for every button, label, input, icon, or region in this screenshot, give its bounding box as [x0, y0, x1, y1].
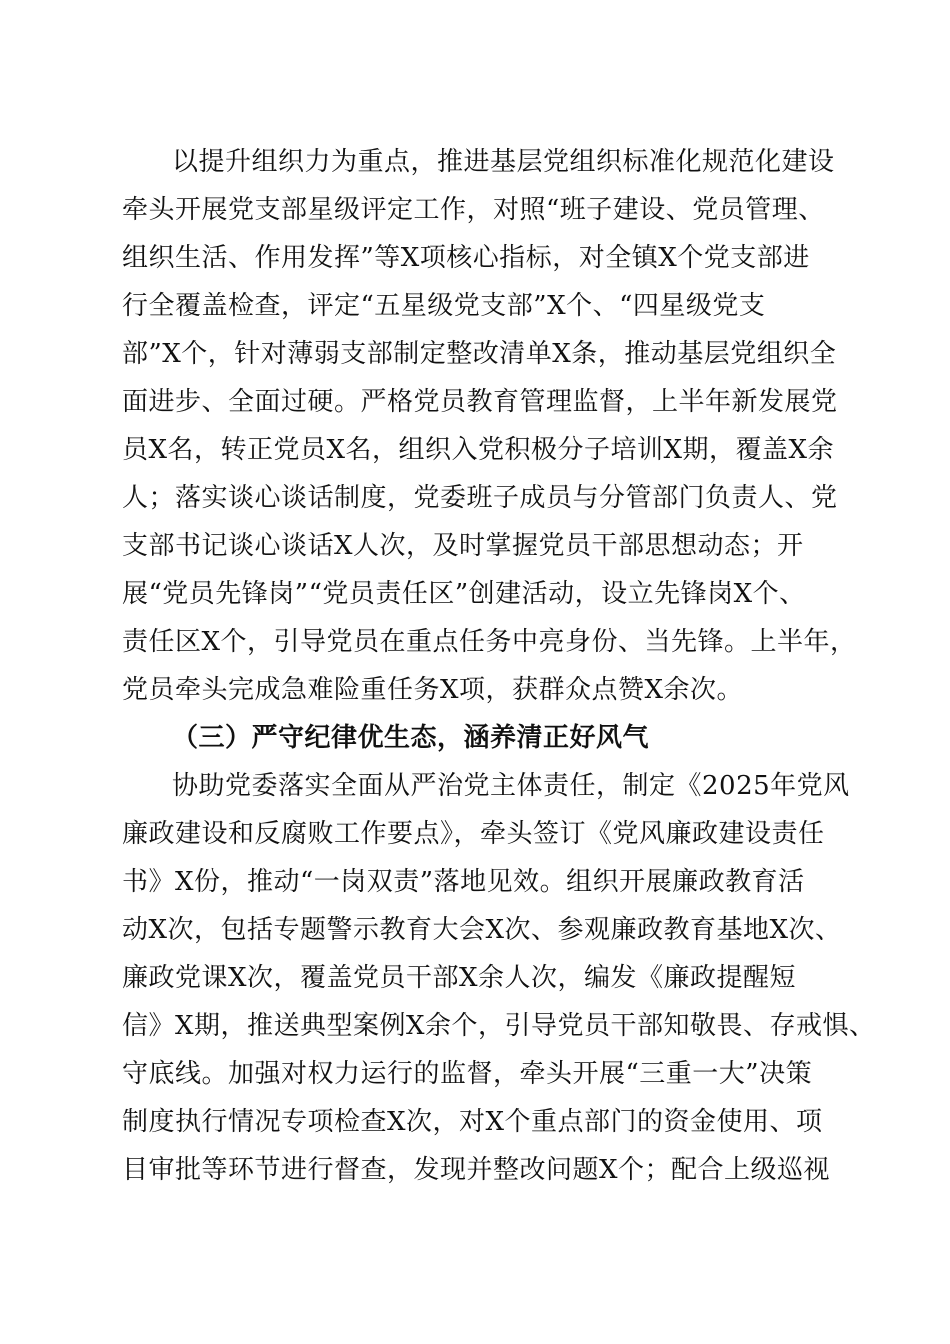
paragraph-line: 守底线。加强对权力运行的监督，牵头开展“三重一大”决策 — [122, 1059, 813, 1089]
paragraph-line: 廉政建设和反腐败工作要点》，牵头签订《党风廉政建设责任 — [122, 819, 825, 849]
section-heading: （三）严守纪律优生态，涵养清正好风气 — [172, 723, 650, 753]
paragraph-line: 展“党员先锋岗”“党员责任区”创建活动，设立先锋岗X个、 — [122, 579, 806, 609]
paragraph-line: 行全覆盖检查，评定“五星级党支部”X个、“四星级党支 — [122, 291, 766, 321]
paragraph-line: 责任区X个，引导党员在重点任务中亮身份、当先锋。上半年， — [122, 627, 857, 657]
paragraph-line: 书》X份，推动“一岗双责”落地见效。组织开展廉政教育活 — [122, 867, 805, 897]
paragraph-line: 牵头开展党支部星级评定工作，对照“班子建设、党员管理、 — [122, 195, 825, 225]
paragraph-line: 支部书记谈心谈话X人次，及时掌握党员干部思想动态；开 — [122, 531, 804, 561]
paragraph-line: 协助党委落实全面从严治党主体责任，制定《2025年党风 — [172, 771, 850, 801]
paragraph-line: 以提升组织力为重点，推进基层党组织标准化规范化建设 — [172, 147, 835, 177]
paragraph-line: 目审批等环节进行督查，发现并整改问题X个；配合上级巡视 — [122, 1155, 831, 1185]
paragraph-line: 人；落实谈心谈话制度，党委班子成员与分管部门负责人、党 — [122, 483, 838, 513]
paragraph-line: 廉政党课X次，覆盖党员干部X余人次，编发《廉政提醒短 — [122, 963, 797, 993]
paragraph-line: 部”X个，针对薄弱支部制定整改清单X条，推动基层党组织全 — [122, 339, 837, 369]
paragraph-line: 制度执行情况专项检查X次，对X个重点部门的资金使用、项 — [122, 1107, 823, 1137]
paragraph-line: 面进步、全面过硬。严格党员教育管理监督，上半年新发展党 — [122, 387, 838, 417]
paragraph-line: 信》X期，推送典型案例X余个，引导党员干部知敬畏、存戒惧、 — [122, 1011, 876, 1041]
paragraph-line: 动X次，包括专题警示教育大会X次、参观廉政教育基地X次、 — [122, 915, 842, 945]
paragraph-line: 组织生活、作用发挥”等X项核心指标，对全镇X个党支部进 — [122, 243, 810, 273]
paragraph-line: 员X名，转正党员X名，组织入党积极分子培训X期，覆盖X余 — [122, 435, 835, 465]
paragraph-line: 党员牵头完成急难险重任务X项，获群众点赞X余次。 — [122, 675, 744, 705]
